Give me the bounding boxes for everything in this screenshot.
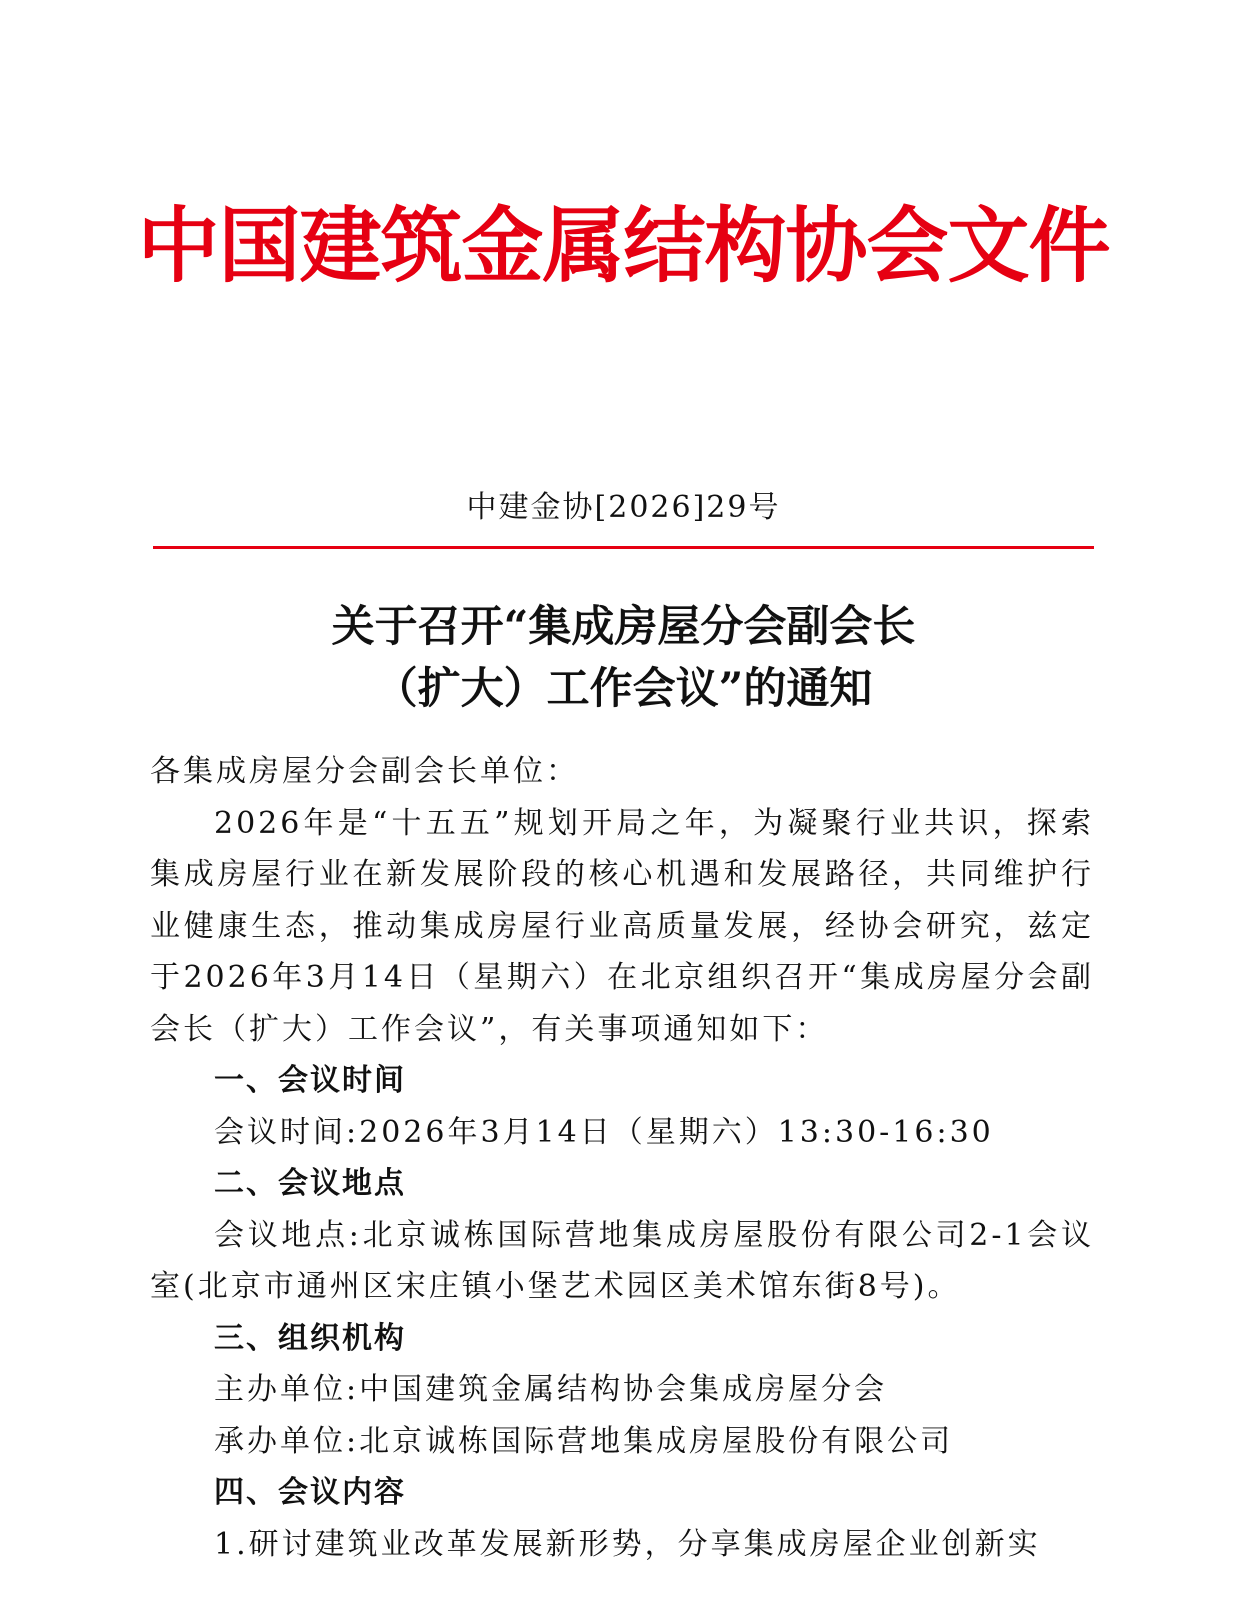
document-header-title: 中国建筑金属结构协会文件 — [137, 198, 1110, 294]
meeting-content-item-1: 1.研讨建筑业改革发展新形势，分享集成房屋企业创新实 — [214, 1526, 1041, 1562]
intro-paragraph: 2026年是“十五五”规划开局之年，为凝聚行业共识，探索集成房屋行业在新发展阶段的核心机遇和发展路径，共同维护行业健康生态，推动集成房屋行业高质量发展，经协会研究，兹定于2026年3月14日（星期六）在北京组织召开“集成房屋分会副会长（扩大）工作会议”，有关事项通知如下： — [150, 805, 1094, 1047]
co-organizer-text: 承办单位:北京诚栋国际营地集成房屋股份有限公司 — [214, 1423, 954, 1459]
salutation: 各集成房屋分会副会长单位： — [150, 754, 579, 789]
notice-title-line-1: 关于召开“集成房屋分会副会长 — [331, 602, 916, 652]
host-organizer-text: 主办单位:中国建筑金属结构协会集成房屋分会 — [214, 1372, 888, 1407]
meeting-time-text: 会议时间:2026年3月14日（星期六）13:30-16:30 — [214, 1114, 994, 1150]
section-heading-content: 四、会议内容 — [214, 1475, 406, 1510]
meeting-location-paragraph: 会议地点:北京诚栋国际营地集成房屋股份有限公司2-1会议室(北京市通州区宋庄镇小堡艺术园区美术馆东街8号)。 — [150, 1217, 1094, 1304]
document-number: 中建金协[2026]29号 — [466, 490, 781, 525]
notice-title — [0, 596, 1247, 720]
notice-body — [150, 746, 1094, 1570]
notice-title-line-2: （扩大）工作会议”的通知 — [374, 664, 873, 714]
red-divider-line — [153, 546, 1094, 549]
section-heading-organizers: 三、组织机构 — [214, 1320, 406, 1356]
section-heading-time: 一、会议时间 — [214, 1063, 406, 1098]
section-heading-location: 二、会议地点 — [214, 1166, 406, 1201]
